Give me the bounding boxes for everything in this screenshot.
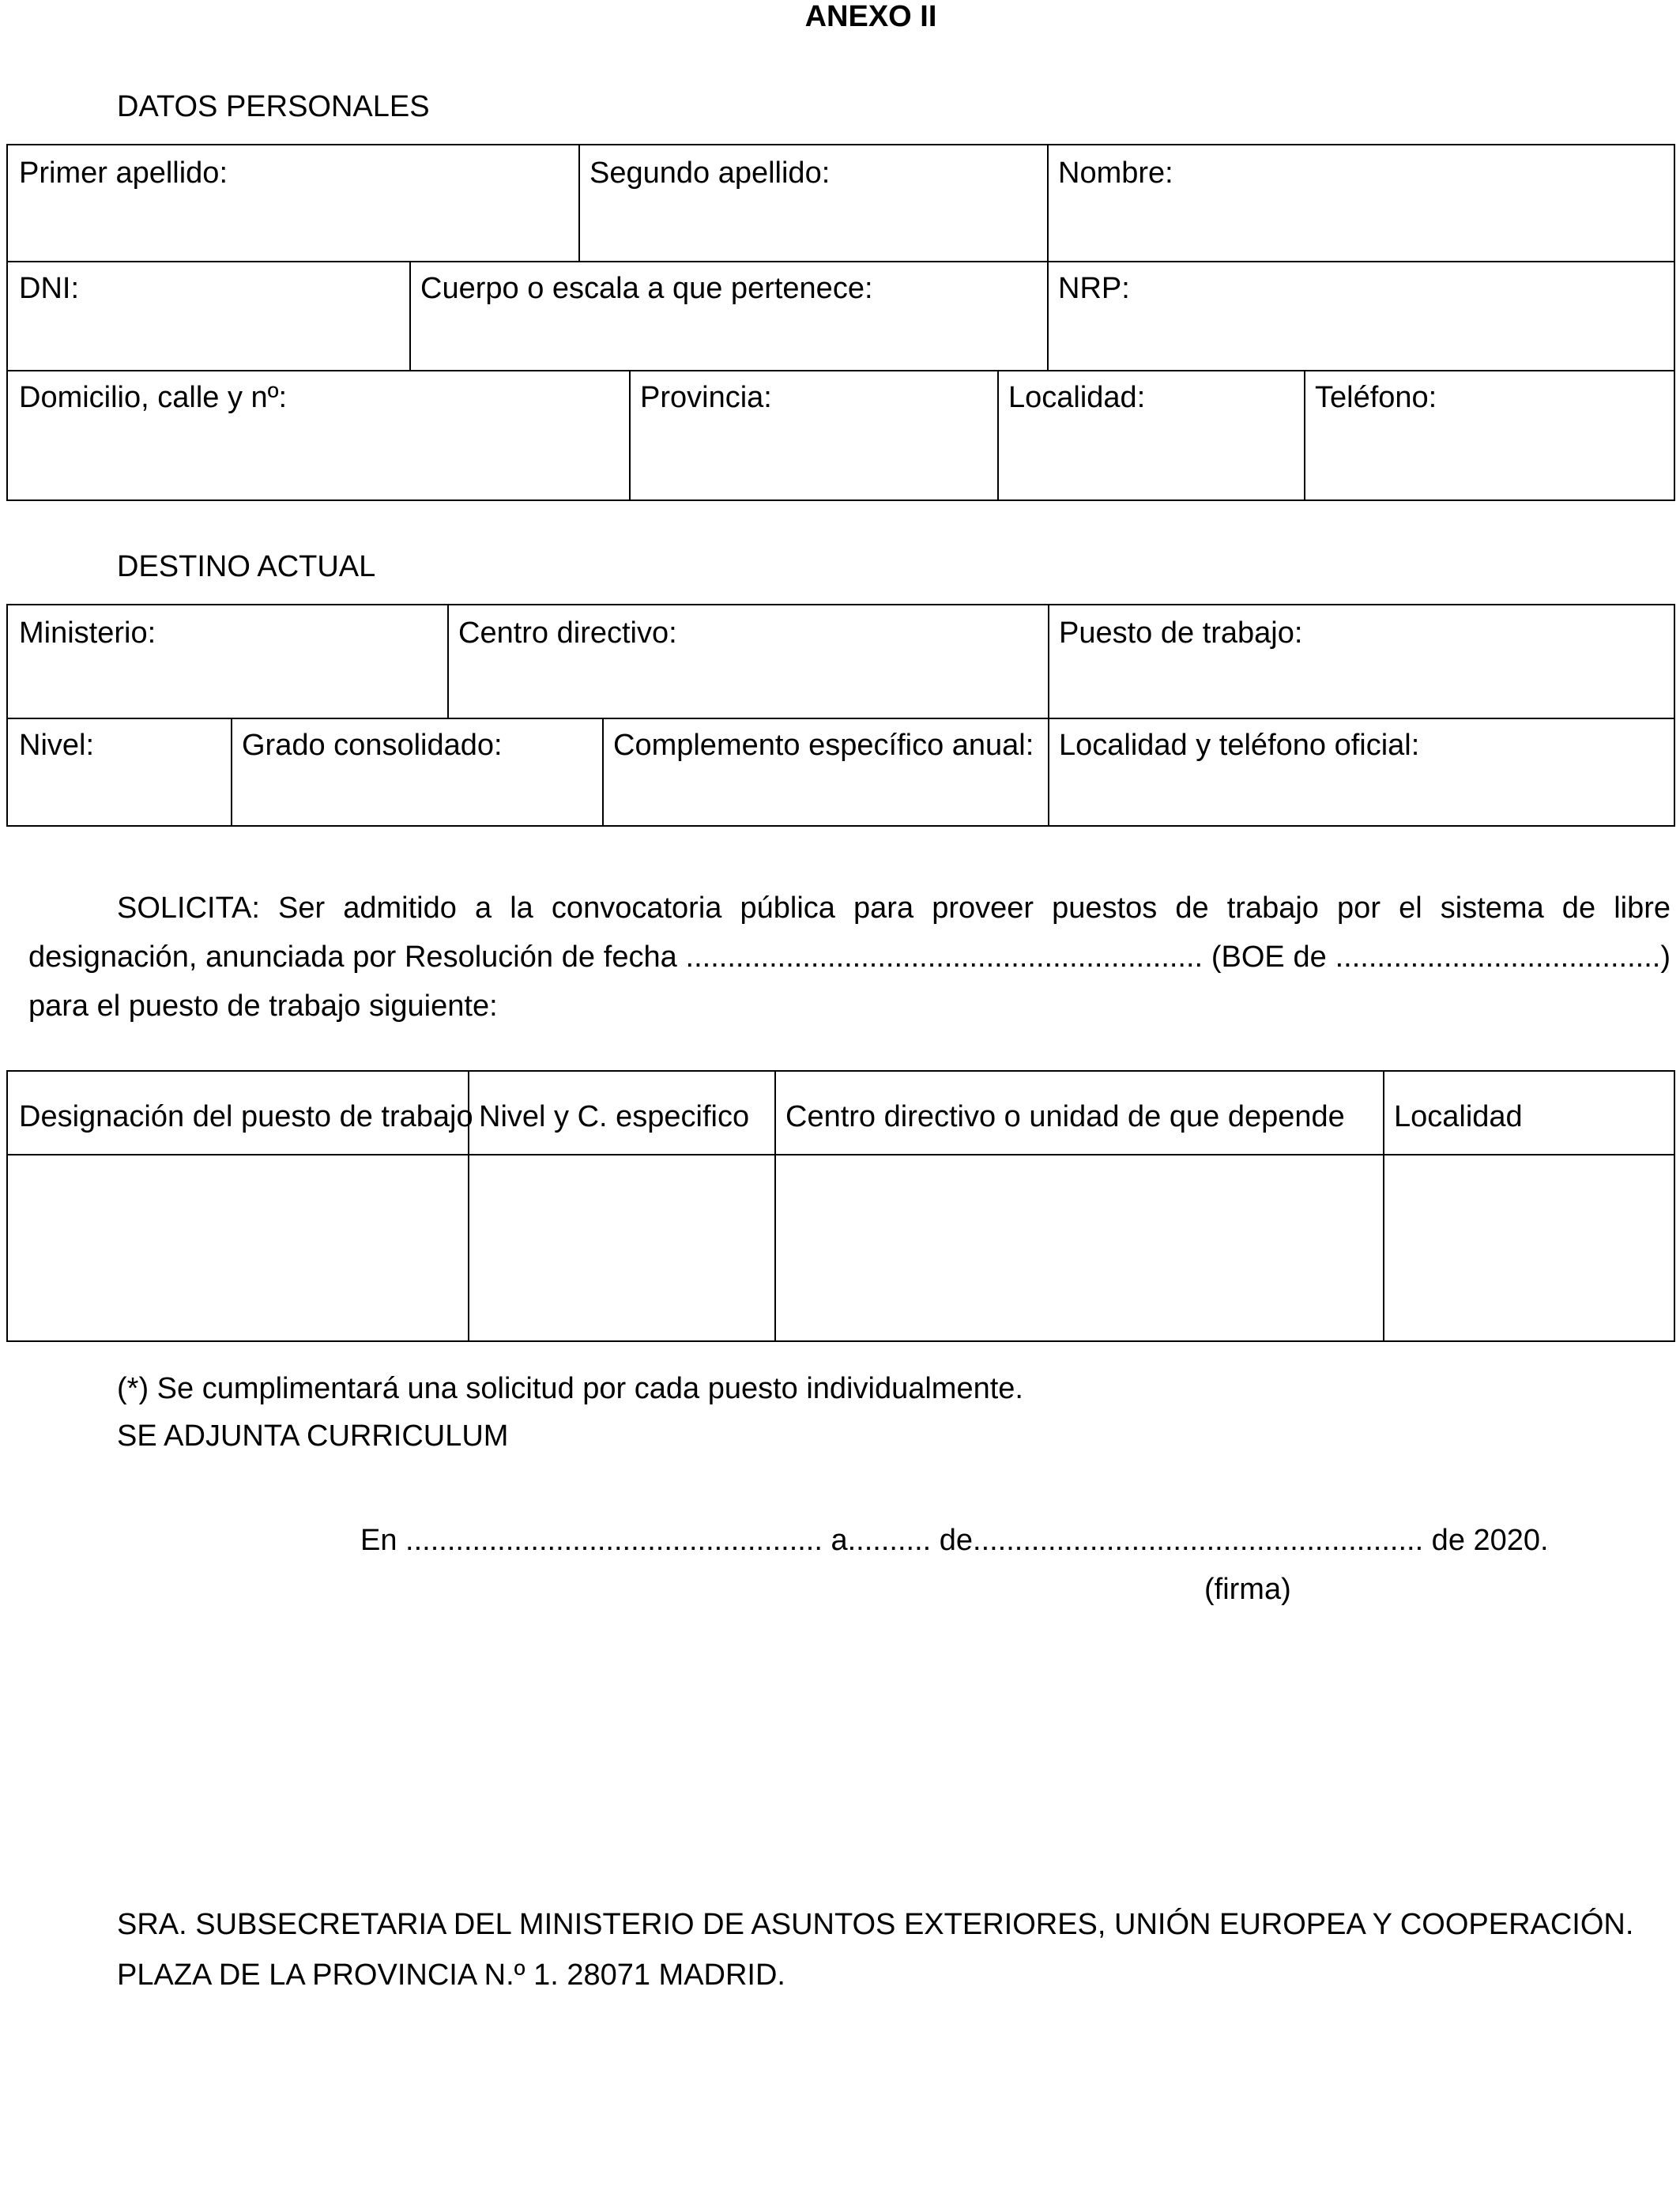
solicita-line-3: para el puesto de trabajo siguiente: — [28, 990, 498, 1023]
destinatario-line-1: SRA. SUBSECRETARIA DEL MINISTERIO DE ASUNTOS EXTERIORES, UNIÓN EUROPEA Y COOPERACIÓN. — [117, 1908, 1634, 1941]
localidad-field[interactable]: Localidad: — [1008, 381, 1146, 414]
segundo-apellido-field[interactable]: Segundo apellido: — [590, 156, 831, 190]
provincia-field[interactable]: Provincia: — [640, 381, 772, 414]
domicilio-field[interactable]: Domicilio, calle y nº: — [19, 381, 288, 414]
solicita-line-1: SOLICITA: Ser admitido a la convocatoria pública para proveer puestos de trabajo por el sistema de libre — [117, 892, 1671, 925]
nrp-field[interactable]: NRP: — [1058, 272, 1130, 305]
datos-personales-table — [6, 144, 1675, 501]
solicita-paragraph — [28, 884, 1671, 1031]
centro-directivo-field[interactable]: Centro directivo: — [458, 616, 677, 650]
puesto-header-localidad: Localidad — [1394, 1100, 1523, 1133]
firma-label: (firma) — [1204, 1573, 1291, 1606]
fecha-line[interactable]: En .................................................. a.......... de...................................................... de 2020. — [360, 1524, 1549, 1557]
complemento-especifico-field[interactable]: Complemento específico anual: — [613, 729, 1034, 762]
ministerio-field[interactable]: Ministerio: — [19, 616, 156, 650]
localidad-telefono-oficial-field[interactable]: Localidad y teléfono oficial: — [1059, 729, 1420, 762]
puesto-header-nivel: Nivel y C. especifico — [479, 1100, 750, 1133]
adjunta-text: SE ADJUNTA CURRICULUM — [117, 1419, 509, 1453]
puesto-header-centro: Centro directivo o unidad de que depende — [785, 1100, 1345, 1133]
page-title: ANEXO II — [804, 0, 937, 33]
puesto-centro-input[interactable] — [774, 1154, 1383, 1340]
cuerpo-escala-field[interactable]: Cuerpo o escala a que pertenece: — [420, 272, 873, 305]
puesto-table — [6, 1070, 1675, 1342]
destino-actual-heading: DESTINO ACTUAL — [117, 550, 376, 583]
puesto-header-designacion: Designación del puesto de trabajo — [19, 1100, 473, 1133]
puesto-trabajo-field[interactable]: Puesto de trabajo: — [1059, 616, 1303, 650]
destinatario-line-2: PLAZA DE LA PROVINCIA N.º 1. 28071 MADRID. — [117, 1958, 785, 1992]
destino-actual-table — [6, 604, 1675, 827]
grado-consolidado-field[interactable]: Grado consolidado: — [242, 729, 503, 762]
nivel-field[interactable]: Nivel: — [19, 729, 95, 762]
datos-personales-heading: DATOS PERSONALES — [117, 90, 430, 123]
primer-apellido-field[interactable]: Primer apellido: — [19, 156, 228, 190]
puesto-designacion-input[interactable] — [8, 1154, 468, 1340]
note-text: (*) Se cumplimentará una solicitud por cada puesto individualmente. — [117, 1372, 1023, 1405]
solicita-line-2: designación, anunciada por Resolución de fecha .............................................................. (BOE de .......................................) — [28, 941, 1671, 974]
telefono-field[interactable]: Teléfono: — [1315, 381, 1437, 414]
dni-field[interactable]: DNI: — [19, 272, 79, 305]
nombre-field[interactable]: Nombre: — [1058, 156, 1173, 190]
puesto-nivel-input[interactable] — [468, 1154, 774, 1340]
puesto-localidad-input[interactable] — [1383, 1154, 1674, 1340]
